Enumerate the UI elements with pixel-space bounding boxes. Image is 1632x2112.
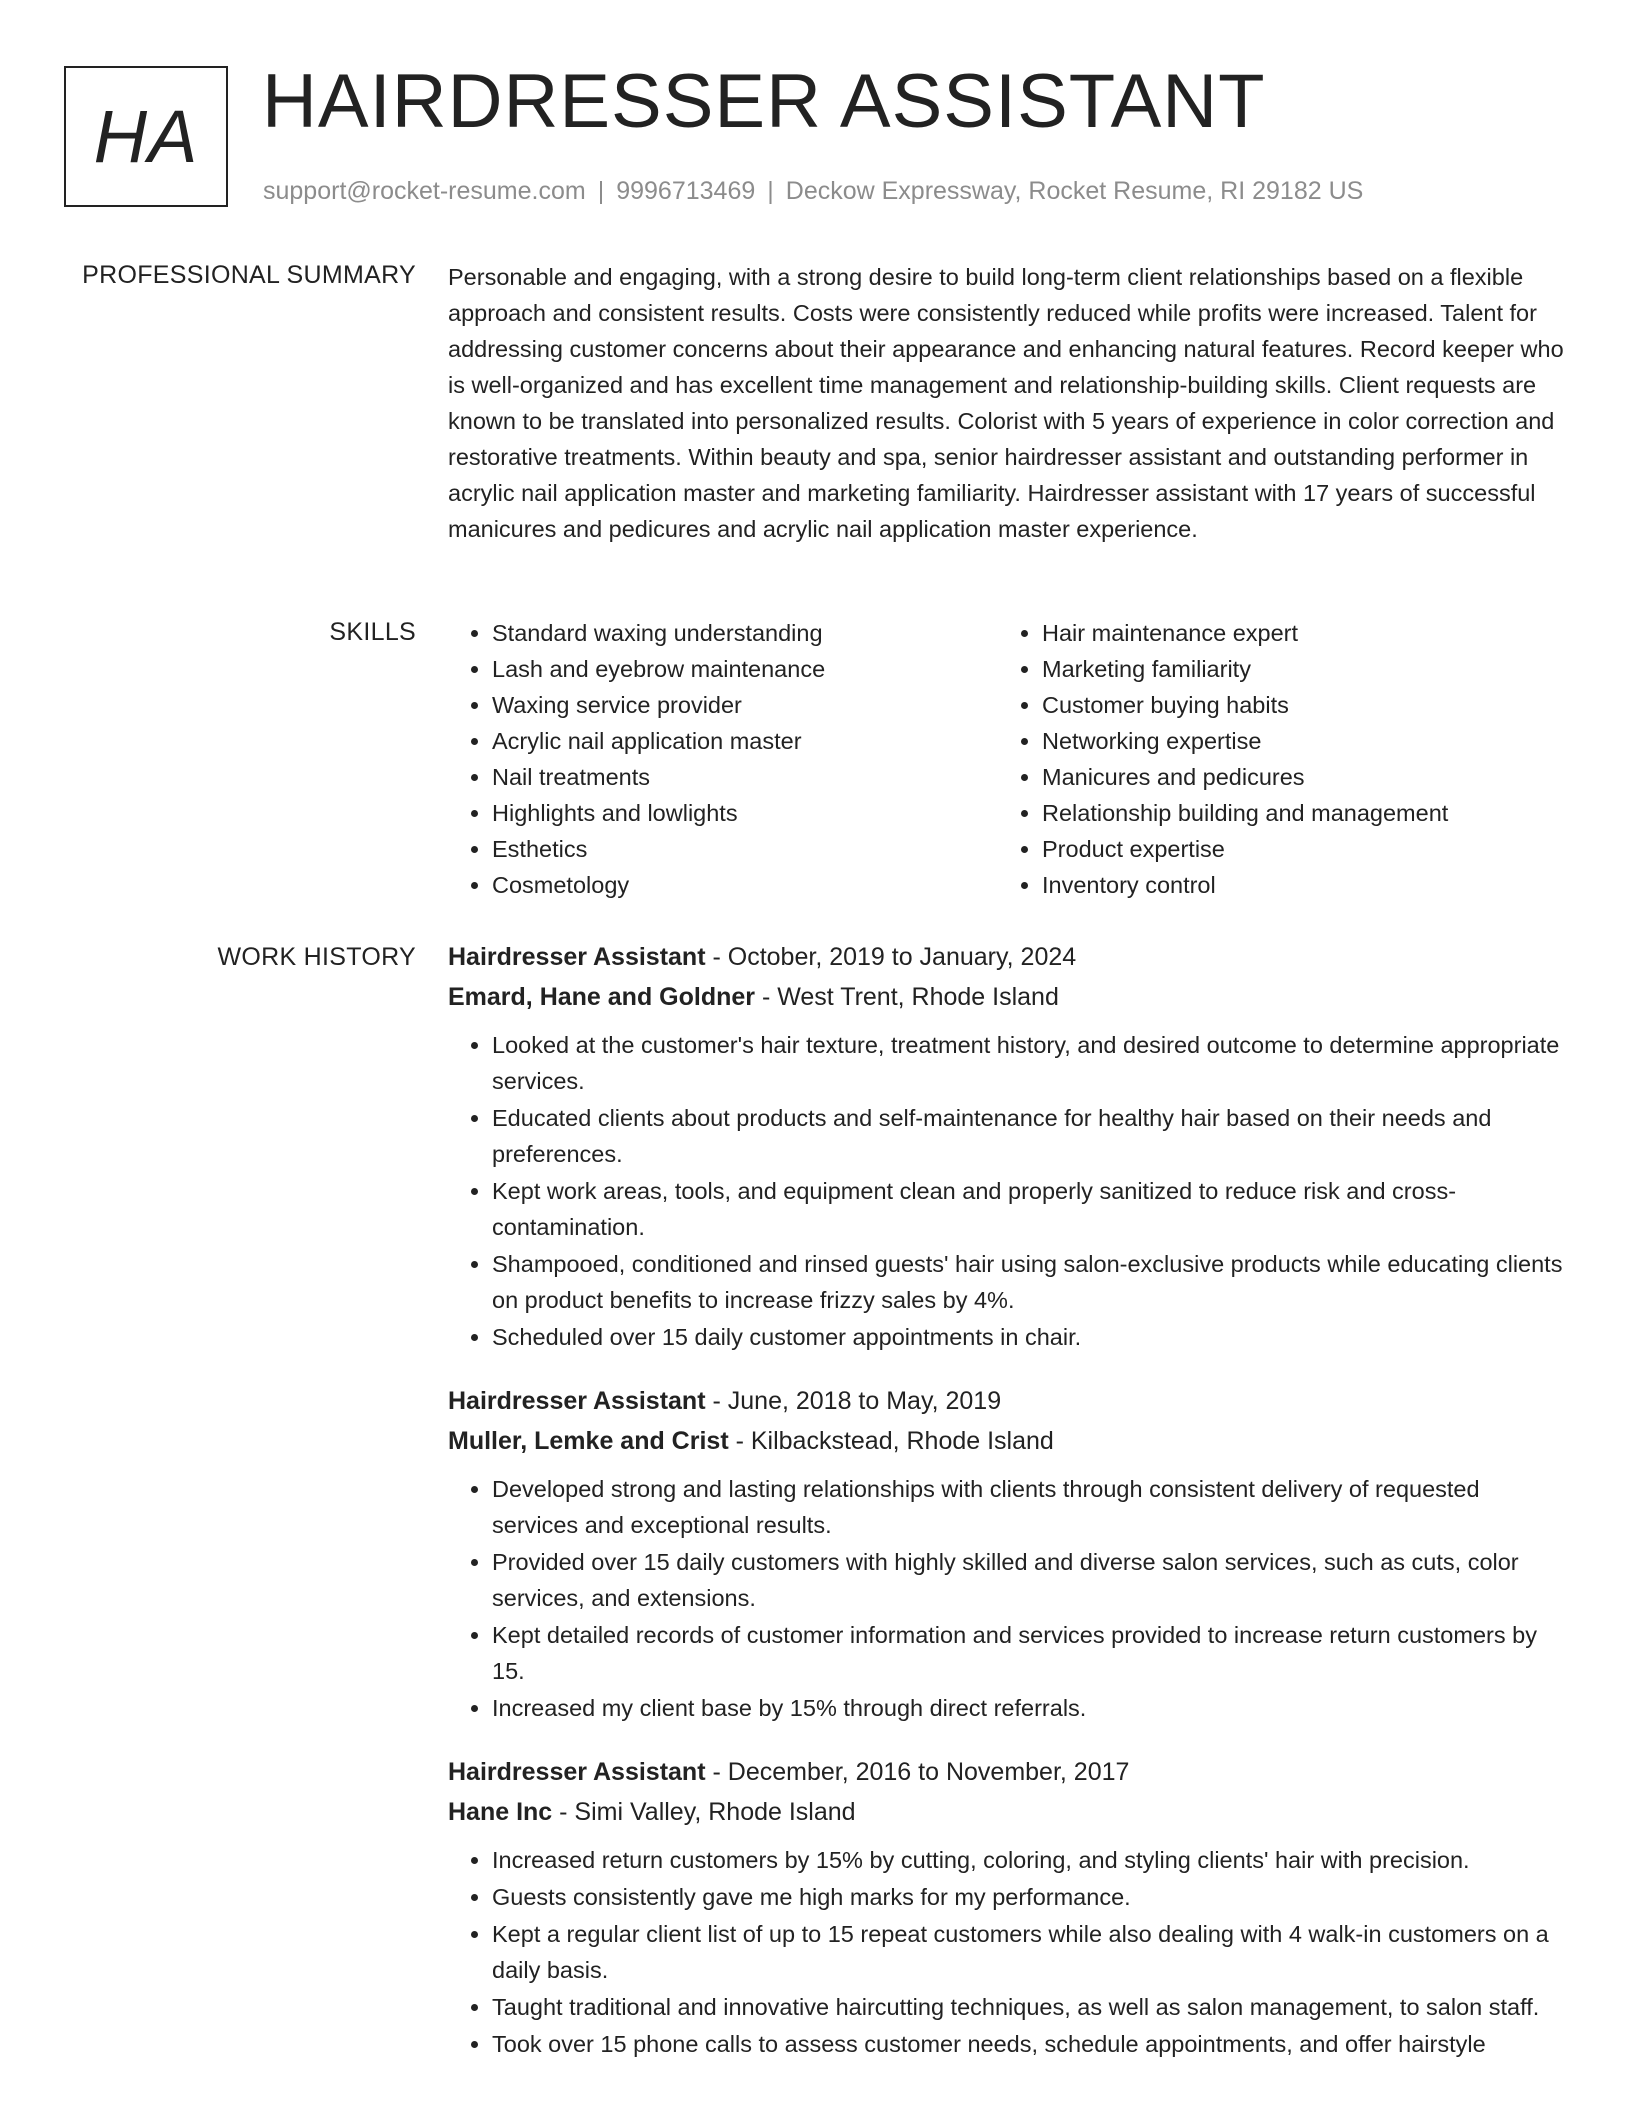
job-entry [448, 937, 1570, 1355]
resume-title: HAIRDRESSER ASSISTANT [262, 59, 1266, 144]
contact-email[interactable]: support@rocket-resume.com [263, 177, 586, 205]
job-company-line [448, 1421, 1570, 1461]
job-company: Hane Inc [448, 1798, 553, 1826]
job-dates: - June, 2018 to May, 2019 [705, 1387, 1002, 1415]
job-company-line [448, 1792, 1570, 1832]
skill-item: • Customer buying habits [1042, 687, 1548, 723]
skill-item: • Relationship building and management [1042, 795, 1548, 831]
work-history-section [448, 937, 1570, 2088]
skill-item: • Waxing service provider [492, 687, 998, 723]
skill-item: • Standard waxing understanding [492, 615, 998, 651]
skill-item: • Inventory control [1042, 867, 1548, 903]
section-label-work-history: WORK HISTORY [217, 943, 416, 971]
job-company: Emard, Hane and Goldner [448, 983, 756, 1011]
monogram-box [64, 66, 228, 207]
skill-item: • Cosmetology [492, 867, 998, 903]
skill-item: • Marketing familiarity [1042, 651, 1548, 687]
job-bullet: • Developed strong and lasting relationships with clients through consistent delivery of requested services and exceptional results. [492, 1471, 1570, 1543]
job-entry [448, 1381, 1570, 1726]
job-title: Hairdresser Assistant [448, 1387, 706, 1415]
contact-separator: | [597, 177, 605, 205]
job-bullet: • Took over 15 phone calls to assess customer needs, schedule appointments, and offer hairstyle [492, 2026, 1570, 2062]
skill-item: • Networking expertise [1042, 723, 1548, 759]
job-location: - Kilbackstead, Rhode Island [728, 1427, 1054, 1455]
skill-item: • Nail treatments [492, 759, 998, 795]
skills-column-right [998, 615, 1548, 903]
job-title-line [448, 1752, 1570, 1792]
job-bullet: • Taught traditional and innovative haircutting techniques, as well as salon management, to salon staff. [492, 1989, 1570, 2025]
job-bullet: • Increased return customers by 15% by cutting, coloring, and styling clients' hair with precision. [492, 1842, 1570, 1878]
job-bullet: • Educated clients about products and self-maintenance for healthy hair based on their needs and preferences. [492, 1100, 1570, 1172]
skills-column-left [448, 615, 998, 903]
job-bullet: • Kept a regular client list of up to 15 repeat customers while also dealing with 4 walk-in customers on a daily basis. [492, 1916, 1570, 1988]
skill-item: • Esthetics [492, 831, 998, 867]
skill-item: • Acrylic nail application master [492, 723, 998, 759]
summary-section [448, 259, 1570, 547]
summary-text: Personable and engaging, with a strong desire to build long-term client relationships based on a flexible approach and consistent results. Costs were consistently reduced while profits were increased. Talent for addressing customer concerns about their appearance and enhancing natural features. Record keeper who is well-organized and has excellent time management and relationship-building skills. Client requests are known to be translated into personalized results. Colorist with 5 years of experience in color correction and restorative treatments. Within beauty and spa, senior hairdresser assistant and outstanding performer in acrylic nail application master and marketing familiarity. Hairdresser assistant with 17 years of successful manicures and pedicures and acrylic nail application master experience. [448, 264, 1564, 542]
job-entry [448, 1752, 1570, 2062]
job-dates: - December, 2016 to November, 2017 [705, 1758, 1130, 1786]
job-location: - West Trent, Rhode Island [755, 983, 1059, 1011]
job-bullet: • Kept work areas, tools, and equipment clean and properly sanitized to reduce risk and cross-contamination. [492, 1173, 1570, 1245]
skill-item: • Highlights and lowlights [492, 795, 998, 831]
skill-item: • Manicures and pedicures [1042, 759, 1548, 795]
contact-line [263, 174, 1363, 208]
job-bullet: • Shampooed, conditioned and rinsed guests' hair using salon-exclusive products while educating clients on product benefits to increase frizzy sales by 4%. [492, 1246, 1570, 1318]
job-bullet: • Provided over 15 daily customers with highly skilled and diverse salon services, such as cuts, color services, and extensions. [492, 1544, 1570, 1616]
job-company: Muller, Lemke and Crist [448, 1427, 729, 1455]
contact-phone[interactable]: 9996713469 [616, 177, 756, 205]
section-label-skills: SKILLS [329, 618, 416, 646]
job-dates: - October, 2019 to January, 2024 [705, 943, 1077, 971]
job-location: - Simi Valley, Rhode Island [552, 1798, 856, 1826]
job-bullet: • Kept detailed records of customer information and services provided to increase return customers by 15. [492, 1617, 1570, 1689]
job-title: Hairdresser Assistant [448, 943, 706, 971]
contact-separator: | [767, 177, 774, 205]
monogram-initials: HA [93, 95, 199, 178]
job-bullet: • Scheduled over 15 daily customer appointments in chair. [492, 1319, 1570, 1355]
job-title-line [448, 937, 1570, 977]
job-company-line [448, 977, 1570, 1017]
job-bullet: • Guests consistently gave me high marks for my performance. [492, 1879, 1570, 1915]
job-title-line [448, 1381, 1570, 1421]
job-bullet: • Increased my client base by 15% through direct referrals. [492, 1690, 1570, 1726]
skills-section [448, 615, 1570, 903]
skill-item: • Lash and eyebrow maintenance [492, 651, 998, 687]
section-label-summary: PROFESSIONAL SUMMARY [82, 261, 416, 289]
job-title: Hairdresser Assistant [448, 1758, 706, 1786]
contact-address: Deckow Expressway, Rocket Resume, RI 29182 US [785, 177, 1364, 205]
skill-item: • Hair maintenance expert [1042, 615, 1548, 651]
job-bullet: • Looked at the customer's hair texture, treatment history, and desired outcome to determine appropriate services. [492, 1027, 1570, 1099]
skill-item: • Product expertise [1042, 831, 1548, 867]
